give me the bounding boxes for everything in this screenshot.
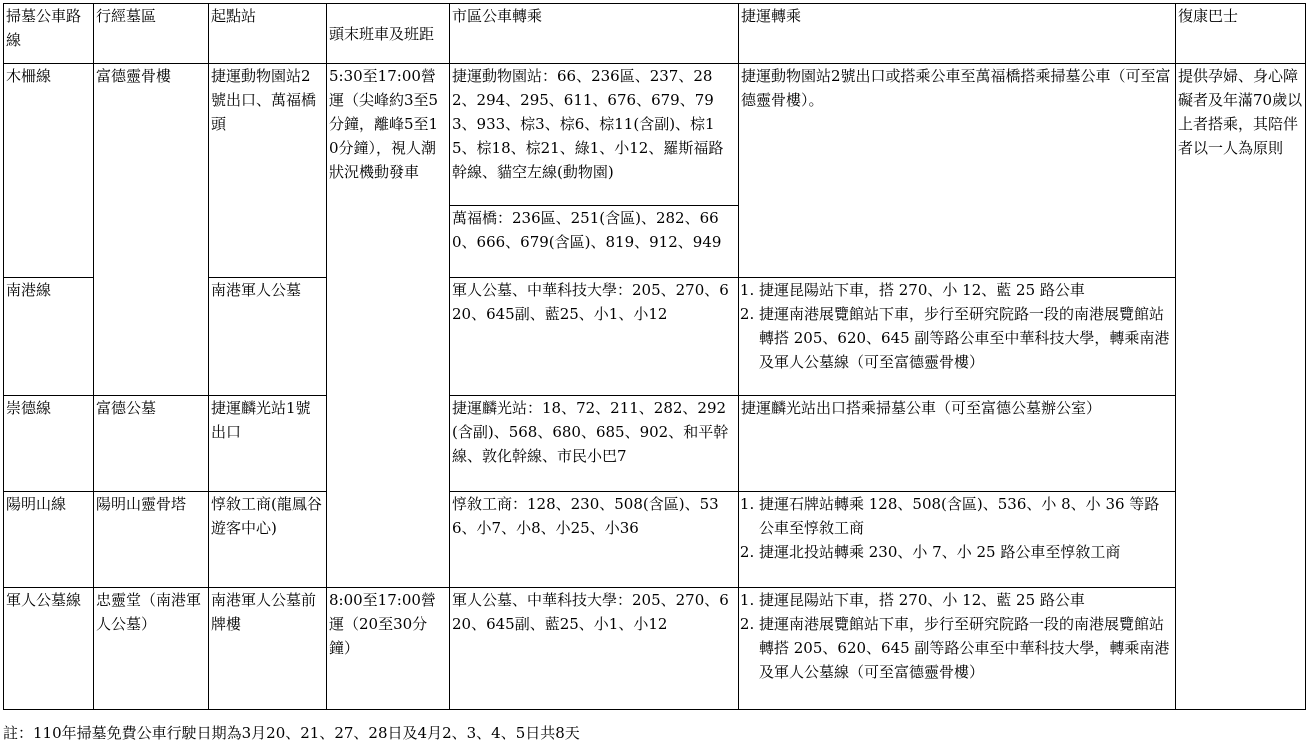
start-cell: 南港軍人公墓前牌樓 <box>209 588 327 710</box>
bus-cell: 捷運麟光站：18、72、211、282、292(含副)、568、680、685、902、和平幹線、敦化幹線、市民小巴7 <box>450 396 739 492</box>
mrt-cell <box>739 278 1176 396</box>
start-cell: 捷運動物園站2號出口、萬福橋頭 <box>209 64 327 278</box>
list-item: 2. 捷運北投站轉乘 230、小 7、小 25 路公車至惇敘工商 <box>759 540 1173 564</box>
table-header-row <box>4 4 1306 64</box>
list-item: 1. 捷運昆陽站下車，搭 270、小 12、藍 25 路公車 <box>759 278 1173 302</box>
rehab-cell: 提供孕婦、身心障礙者及年滿70歲以上者搭乘，其陪伴者以一人為原則 <box>1176 64 1306 710</box>
schedule-cell: 8:00至17:00營運（20至30分鐘） <box>327 588 450 710</box>
table-row <box>4 396 1306 492</box>
start-cell: 惇敘工商(龍鳳谷遊客中心) <box>209 492 327 588</box>
route-cell: 木柵線 <box>4 64 94 278</box>
area-cell: 陽明山靈骨塔 <box>94 492 209 588</box>
footnote: 註：110年掃墓免費公車行駛日期為3月20、21、27、28日及4月2、3、4、5日共8天 <box>3 724 580 742</box>
schedule-cell: 5:30至17:00營運（尖峰約3至5分鐘，離峰5至10分鐘），視人潮狀況機動發車 <box>327 64 450 588</box>
list-item: 1. 捷運石牌站轉乘 128、508(含區)、536、小 8、小 36 等路公車至惇敘工商 <box>759 492 1173 540</box>
table-row <box>4 588 1306 710</box>
header-bus: 市區公車轉乘 <box>450 4 739 64</box>
header-rehab: 復康巴士 <box>1176 4 1306 64</box>
mrt-cell: 捷運動物園站2號出口或搭乘公車至萬福橋搭乘掃墓公車（可至富德靈骨樓）。 <box>739 64 1176 278</box>
start-cell: 捷運麟光站1號出口 <box>209 396 327 492</box>
table-row <box>4 492 1306 588</box>
bus-cell: 軍人公墓、中華科技大學：205、270、620、645副、藍25、小1、小12 <box>450 278 739 396</box>
start-cell: 南港軍人公墓 <box>209 278 327 396</box>
mrt-cell: 捷運麟光站出口搭乘掃墓公車（可至富德公墓辦公室） <box>739 396 1176 492</box>
header-area: 行經墓區 <box>94 4 209 64</box>
bus-cell: 惇敘工商：128、230、508(含區)、536、小7、小8、小25、小36 <box>450 492 739 588</box>
header-start: 起點站 <box>209 4 327 64</box>
table-row <box>4 64 1306 206</box>
route-cell: 南港線 <box>4 278 94 396</box>
list-item: 2. 捷運南港展覽館站下車，步行至研究院路一段的南港展覽館站轉搭 205、620、645 副等路公車至中華科技大學，轉乘南港及軍人公墓線（可至富德靈骨樓） <box>759 612 1173 684</box>
bus-cell: 萬福橋：236區、251(含區)、282、660、666、679(含區)、819、912、949 <box>450 206 739 278</box>
route-cell: 軍人公墓線 <box>4 588 94 710</box>
mrt-cell <box>739 492 1176 588</box>
bus-cell: 捷運動物園站：66、236區、237、282、294、295、611、676、679、793、933、棕3、棕6、棕11(含副)、棕15、棕18、棕21、綠1、小12、羅斯福路幹線、貓空左線(動物園) <box>450 64 739 206</box>
header-schedule: 頭末班車及班距 <box>327 4 450 64</box>
header-mrt: 捷運轉乘 <box>739 4 1176 64</box>
area-cell: 忠靈堂（南港軍人公墓） <box>94 588 209 710</box>
route-cell: 陽明山線 <box>4 492 94 588</box>
bus-cell: 軍人公墓、中華科技大學：205、270、620、645副、藍25、小1、小12 <box>450 588 739 710</box>
area-cell: 富德靈骨樓 <box>94 64 209 396</box>
list-item: 1. 捷運昆陽站下車，搭 270、小 12、藍 25 路公車 <box>759 588 1173 612</box>
route-cell: 崇德線 <box>4 396 94 492</box>
shuttle-bus-table <box>3 3 1306 710</box>
header-route: 掃墓公車路線 <box>4 4 94 64</box>
mrt-cell <box>739 588 1176 710</box>
list-item: 2. 捷運南港展覽館站下車，步行至研究院路一段的南港展覽館站轉搭 205、620、645 副等路公車至中華科技大學，轉乘南港及軍人公墓線（可至富德靈骨樓） <box>759 302 1173 374</box>
area-cell: 富德公墓 <box>94 396 209 492</box>
